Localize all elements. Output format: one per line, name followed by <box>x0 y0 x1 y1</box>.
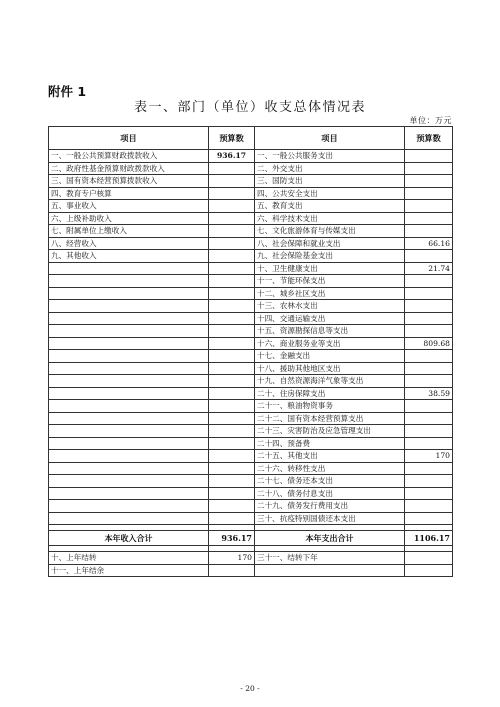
attachment-label: 附件 1 <box>48 84 87 99</box>
table-row <box>49 275 453 288</box>
expense-item-cell: 六、科学技术支出 <box>255 212 405 225</box>
table-row <box>49 237 453 250</box>
income-item-cell <box>49 437 209 450</box>
income-item-cell <box>49 262 209 275</box>
income-amount-cell <box>209 262 255 275</box>
page-number: - 20 - <box>240 684 260 693</box>
expense-amount-cell <box>405 187 453 200</box>
table-row <box>49 552 453 565</box>
income-item-cell <box>49 387 209 400</box>
expense-amount-cell <box>405 564 453 577</box>
expense-item-cell: 十七、金融支出 <box>255 350 405 363</box>
header-row <box>49 127 453 150</box>
table-row <box>49 312 453 325</box>
income-item-cell <box>49 325 209 338</box>
table-row <box>49 487 453 500</box>
income-amount-cell <box>209 400 255 413</box>
table-row <box>49 400 453 413</box>
income-item-cell: 四、教育专户核算 <box>49 187 209 200</box>
unit-label: 单位：万元 <box>409 116 452 125</box>
table-row <box>49 300 453 313</box>
income-item-cell: 九、其他收入 <box>49 250 209 263</box>
income-amount-cell <box>209 162 255 175</box>
table-row <box>49 450 453 463</box>
income-item-header: 项目 <box>49 127 209 150</box>
table-row <box>49 362 453 375</box>
expense-item-cell: 一、一般公共服务支出 <box>255 150 405 163</box>
income-item-cell <box>49 337 209 350</box>
expense-item-cell: 十二、城乡社区支出 <box>255 287 405 300</box>
table-row <box>49 337 453 350</box>
table-row <box>49 475 453 488</box>
expense-amount-cell <box>405 437 453 450</box>
income-item-cell <box>49 350 209 363</box>
income-amount-cell <box>209 500 255 513</box>
expense-amount-cell <box>405 350 453 363</box>
tail-body <box>49 552 453 577</box>
income-amount-cell <box>209 564 255 577</box>
expense-item-cell: 十六、商业服务业等支出 <box>255 337 405 350</box>
expense-item-cell: 二十一、粮油物资事务 <box>255 400 405 413</box>
income-amount-cell <box>209 250 255 263</box>
income-amount-cell <box>209 187 255 200</box>
income-amount-cell: 936.17 <box>209 150 255 163</box>
expense-item-cell: 二十八、债务付息支出 <box>255 487 405 500</box>
expense-item-cell: 五、教育支出 <box>255 200 405 213</box>
expense-item-cell: 二十、住房保障支出 <box>255 387 405 400</box>
expense-amount-cell: 809.68 <box>405 337 453 350</box>
expense-amount-cell <box>405 512 453 525</box>
income-item-cell <box>49 425 209 438</box>
expense-amount-cell <box>405 300 453 313</box>
expense-amount-header: 预算数 <box>405 127 453 150</box>
expense-total-value: 1106.17 <box>405 531 453 546</box>
income-amount-cell <box>209 200 255 213</box>
table-row <box>49 262 453 275</box>
table-row <box>49 425 453 438</box>
expense-amount-cell <box>405 312 453 325</box>
expense-amount-cell <box>405 412 453 425</box>
income-amount-cell <box>209 362 255 375</box>
income-item-cell <box>49 400 209 413</box>
income-item-cell <box>49 450 209 463</box>
income-item-cell: 一、一般公共预算财政拨款收入 <box>49 150 209 163</box>
income-amount-cell <box>209 387 255 400</box>
income-amount-cell <box>209 337 255 350</box>
income-item-cell: 十一、上年结余 <box>49 564 209 577</box>
expense-total-label: 本年支出合计 <box>255 531 405 546</box>
income-amount-cell <box>209 300 255 313</box>
expense-item-cell: 二十三、灾害防治及应急管理支出 <box>255 425 405 438</box>
expense-amount-cell <box>405 225 453 238</box>
table-row <box>49 175 453 188</box>
income-item-cell: 二、政府性基金预算财政拨款收入 <box>49 162 209 175</box>
income-amount-cell <box>209 175 255 188</box>
expense-item-cell: 二、外交支出 <box>255 162 405 175</box>
income-item-cell: 十、上年结转 <box>49 552 209 565</box>
expense-item-cell: 七、文化旅游体育与传媒支出 <box>255 225 405 238</box>
income-item-cell <box>49 512 209 525</box>
income-amount-cell <box>209 462 255 475</box>
expense-amount-cell <box>405 200 453 213</box>
income-amount-cell <box>209 225 255 238</box>
table-row <box>49 350 453 363</box>
table-row <box>49 325 453 338</box>
expense-item-cell: 十一、节能环保支出 <box>255 275 405 288</box>
table-row <box>49 212 453 225</box>
income-amount-cell <box>209 475 255 488</box>
income-amount-cell <box>209 237 255 250</box>
expense-amount-cell <box>405 250 453 263</box>
expense-item-cell: 二十六、转移性支出 <box>255 462 405 475</box>
table-title: 表一、部门（单位）收支总体情况表 <box>133 100 366 115</box>
expense-item-cell: 十三、农林水支出 <box>255 300 405 313</box>
income-item-cell: 六、上级补助收入 <box>49 212 209 225</box>
expense-item-cell: 二十九、债务发行费用支出 <box>255 500 405 513</box>
expense-amount-cell: 21.74 <box>405 262 453 275</box>
expense-item-cell: 十九、自然资源海洋气象等支出 <box>255 375 405 388</box>
income-item-cell <box>49 275 209 288</box>
income-item-cell <box>49 412 209 425</box>
expense-item-cell: 三、国防支出 <box>255 175 405 188</box>
expense-amount-cell <box>405 500 453 513</box>
income-item-cell <box>49 362 209 375</box>
expense-item-cell: 二十四、预备费 <box>255 437 405 450</box>
table-row <box>49 187 453 200</box>
income-amount-header: 预算数 <box>209 127 255 150</box>
expense-amount-cell <box>405 175 453 188</box>
income-amount-cell <box>209 375 255 388</box>
expense-amount-cell: 170 <box>405 450 453 463</box>
income-amount-cell <box>209 412 255 425</box>
expense-amount-cell <box>405 487 453 500</box>
table-row <box>49 287 453 300</box>
expense-item-cell: 十五、资源勘探信息等支出 <box>255 325 405 338</box>
income-item-cell <box>49 300 209 313</box>
expense-amount-cell <box>405 287 453 300</box>
expense-amount-cell <box>405 212 453 225</box>
table-row <box>49 412 453 425</box>
expense-amount-cell <box>405 362 453 375</box>
income-item-cell <box>49 500 209 513</box>
expense-amount-cell <box>405 475 453 488</box>
income-item-cell: 五、事业收入 <box>49 200 209 213</box>
income-amount-cell <box>209 437 255 450</box>
table-row <box>49 387 453 400</box>
income-item-cell <box>49 287 209 300</box>
table-row <box>49 462 453 475</box>
expense-item-cell: 八、社会保障和就业支出 <box>255 237 405 250</box>
table-row <box>49 250 453 263</box>
expense-amount-cell <box>405 162 453 175</box>
income-amount-cell <box>209 512 255 525</box>
expense-item-cell: 二十五、其他支出 <box>255 450 405 463</box>
table-row <box>49 225 453 238</box>
income-item-cell: 三、国有资本经营预算拨款收入 <box>49 175 209 188</box>
totals-row <box>49 531 453 546</box>
expense-amount-cell: 38.59 <box>405 387 453 400</box>
table-row <box>49 200 453 213</box>
expense-item-cell: 三十、抗疫特别国债还本支出 <box>255 512 405 525</box>
expense-item-cell: 十、卫生健康支出 <box>255 262 405 275</box>
income-item-cell: 八、经营收入 <box>49 237 209 250</box>
expense-amount-cell <box>405 150 453 163</box>
expense-amount-cell <box>405 425 453 438</box>
budget-table <box>48 126 453 577</box>
income-amount-cell: 170 <box>209 552 255 565</box>
income-item-cell <box>49 487 209 500</box>
income-amount-cell <box>209 325 255 338</box>
income-amount-cell <box>209 425 255 438</box>
income-amount-cell <box>209 287 255 300</box>
expense-amount-cell <box>405 325 453 338</box>
income-item-cell <box>49 462 209 475</box>
table-row <box>49 437 453 450</box>
expense-amount-cell <box>405 400 453 413</box>
table-row <box>49 375 453 388</box>
income-amount-cell <box>209 487 255 500</box>
income-amount-cell <box>209 275 255 288</box>
expense-amount-cell <box>405 462 453 475</box>
income-item-cell <box>49 312 209 325</box>
expense-item-cell: 四、公共安全支出 <box>255 187 405 200</box>
income-item-cell: 七、附属单位上缴收入 <box>49 225 209 238</box>
income-item-cell <box>49 475 209 488</box>
income-total-label: 本年收入合计 <box>49 531 209 546</box>
income-amount-cell <box>209 350 255 363</box>
income-item-cell <box>49 375 209 388</box>
expense-item-cell: 二十二、国有资本经营预算支出 <box>255 412 405 425</box>
expense-item-cell: 十八、援助其他地区支出 <box>255 362 405 375</box>
table-row <box>49 564 453 577</box>
table-row <box>49 162 453 175</box>
income-total-value: 936.17 <box>209 531 255 546</box>
income-amount-cell <box>209 450 255 463</box>
expense-item-cell: 十四、交通运输支出 <box>255 312 405 325</box>
table-row <box>49 500 453 513</box>
expense-amount-cell: 66.16 <box>405 237 453 250</box>
income-amount-cell <box>209 312 255 325</box>
table-row <box>49 512 453 525</box>
table-body <box>49 150 453 525</box>
expense-amount-cell <box>405 375 453 388</box>
expense-item-cell <box>255 564 405 577</box>
expense-item-cell: 九、社会保险基金支出 <box>255 250 405 263</box>
expense-item-cell: 二十七、债务还本支出 <box>255 475 405 488</box>
expense-item-cell: 三十一、结转下年 <box>255 552 405 565</box>
income-amount-cell <box>209 212 255 225</box>
table-row <box>49 150 453 163</box>
expense-amount-cell <box>405 552 453 565</box>
expense-amount-cell <box>405 275 453 288</box>
expense-item-header: 项目 <box>255 127 405 150</box>
